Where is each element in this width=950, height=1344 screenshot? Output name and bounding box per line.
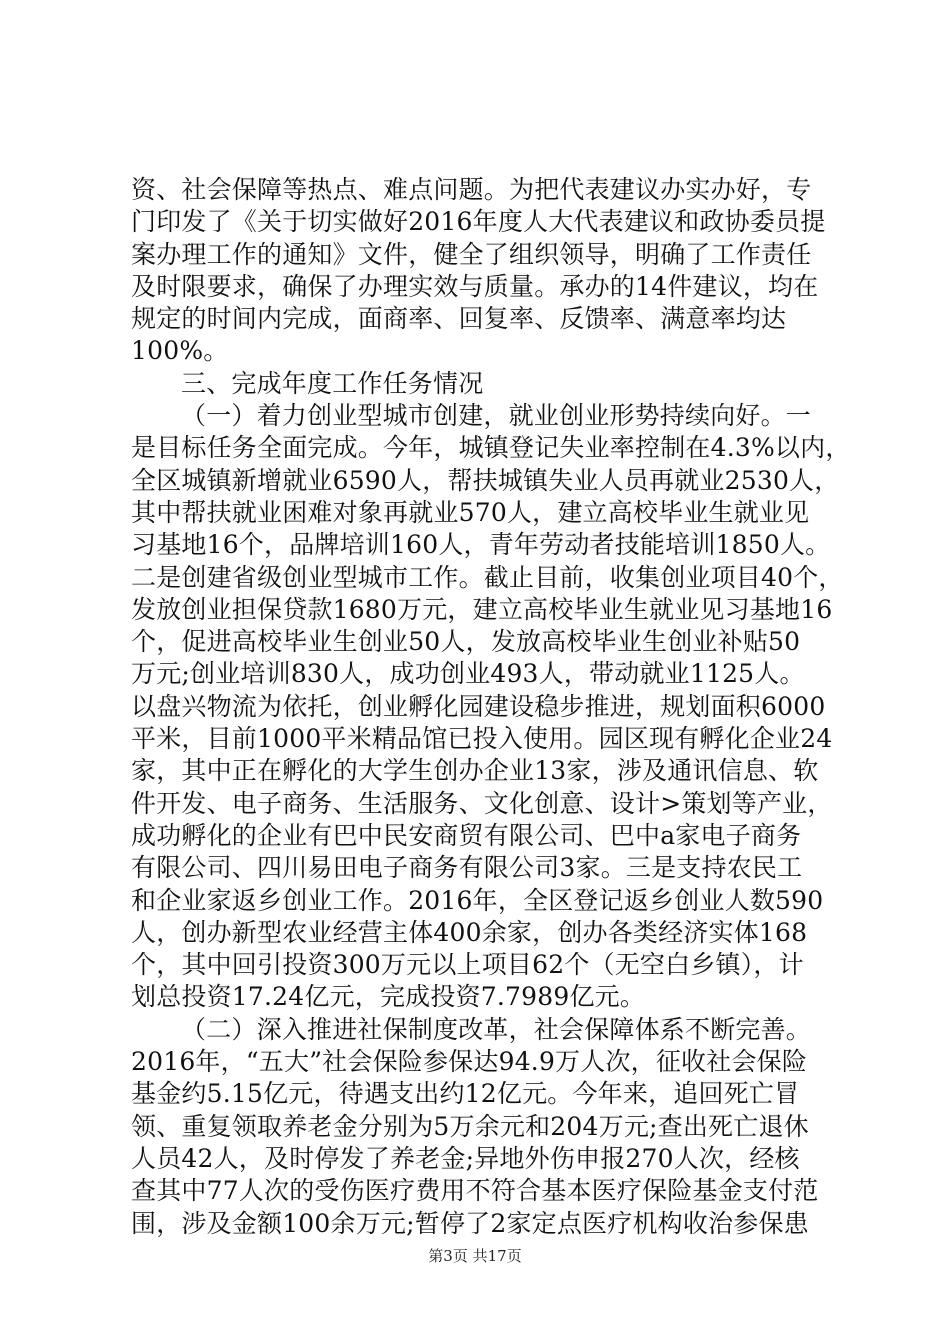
page-footer: 第3页 共17页 — [428, 1247, 522, 1265]
text-line: 和企业家返乡创业工作。2016年，全区登记返乡创业人数590 — [131, 885, 824, 915]
text-line: 资、社会保障等热点、难点问题。为把代表建议办实办好，专 — [131, 175, 812, 204]
text-line: 有限公司、四川易田电子商务有限公司3家。三是支持农民工 — [131, 853, 803, 883]
text-line: 人，创办新型农业经营主体400余家，创办各类经济实体168 — [131, 917, 808, 947]
text-line: （一）着力创业型城市创建，就业创业形势持续向好。一 — [181, 401, 812, 431]
text-line: 围，涉及金额100余万元;暂停了2家定点医疗机构收治参保患 — [131, 1208, 809, 1238]
text-line: 案办理工作的通知》文件，健全了组织领导，明确了工作责任 — [131, 239, 812, 269]
body-text — [131, 174, 851, 1240]
text-line: 万元;创业培训830人，成功创业493人，带动就业1125人。 — [131, 659, 805, 689]
text-line: （二）深入推进社保制度改革，社会保障体系不断完善。 — [181, 1014, 812, 1044]
text-line: 二是创建省级创业型城市工作。截止目前，收集创业项目40个， — [131, 562, 844, 592]
text-line: 成功孵化的企业有巴中民安商贸有限公司、巴中a家电子商务 — [131, 820, 802, 850]
text-line: 人员42人，及时停发了养老金;异地外伤申报270人次，经核 — [131, 1143, 800, 1173]
text-line: 查其中77人次的受伤医疗费用不符合基本医疗保险基金支付范 — [131, 1176, 819, 1206]
text-line: 划总投资17.24亿元，完成投资7.7989亿元。 — [131, 982, 646, 1012]
text-line: 及时限要求，确保了办理实效与质量。承办的14件建议，均在 — [131, 271, 819, 301]
text-line: 发放创业担保贷款1680万元，建立高校毕业生就业见习基地16 — [131, 594, 833, 624]
text-line: 2016年，“五大”社会保险参保达94.9万人次，征收社会保险 — [131, 1047, 808, 1077]
text-line: 其中帮扶就业困难对象再就业570人，建立高校毕业生就业见 — [131, 497, 810, 527]
text-line: 是目标任务全面完成。今年，城镇登记失业率控制在4.3%以内， — [131, 433, 851, 463]
text-line: 规定的时间内完成，面商率、回复率、反馈率、满意率均达 — [131, 304, 787, 334]
text-line: 100%。 — [131, 336, 229, 366]
text-line: 以盘兴物流为依托，创业孵化园建设稳步推进，规划面积6000 — [131, 691, 826, 721]
text-line: 个，其中回引投资300万元以上项目62个（无空白乡镇），计 — [131, 950, 804, 980]
text-line: 全区城镇新增就业6590人，帮扶城镇失业人员再就业2530人， — [131, 465, 840, 495]
text-line: 领、重复领取养老金分别为5万余元和204万元;查出死亡退休 — [131, 1111, 809, 1141]
text-line: 基金约5.15亿元，待遇支出约12亿元。今年来，追回死亡冒 — [131, 1079, 800, 1109]
section-heading: 三、完成年度工作任务情况 — [181, 368, 484, 398]
text-line: 个，促进高校毕业生创业50人，发放高校毕业生创业补贴50 — [131, 627, 801, 657]
text-line: 门印发了《关于切实做好2016年度人大代表建议和政协委员提 — [131, 207, 826, 237]
text-line: 习基地16个，品牌培训160人，青年劳动者技能培训1850人。 — [131, 530, 831, 560]
text-line: 平米，目前1000平米精品馆已投入使用。园区现有孵化企业24 — [131, 724, 833, 754]
text-line: 件开发、电子商务、生活服务、文化创意、设计>策划等产业， — [131, 788, 833, 818]
text-line: 家，其中正在孵化的大学生创办企业13家，涉及通讯信息、软 — [131, 756, 819, 786]
